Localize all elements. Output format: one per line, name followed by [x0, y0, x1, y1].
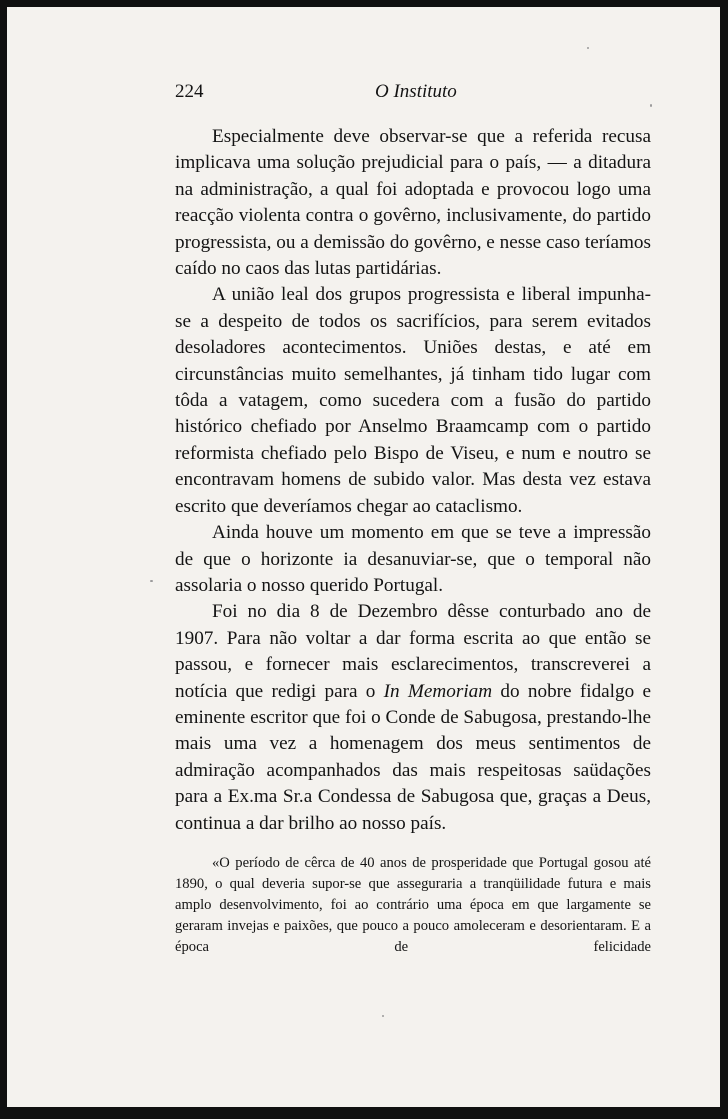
- paragraph-4: [175, 599, 651, 837]
- page-header: [175, 81, 569, 111]
- body-text: [175, 124, 651, 958]
- page-number: 224: [175, 81, 204, 102]
- paragraph-4-text-before: Foi no dia 8 de Dezembro dêsse conturbado ano de 1907. Para não voltar a dar forma escrita ao que então se passou, e fornecer mais esclarecimentos, transcreverei a notícia que redigi para o: [175, 601, 651, 702]
- paragraph-4-text-after: do nobre fidalgo e eminente escritor que foi o Conde de Sabugosa, prestando-lhe mais uma vez a homenagem dos meus sentimentos de admiração acompanhados das mais respeitosas saüdações para a Ex.ma Sr.a Condessa de Sabugosa que, graças a Deus, continua a dar brilho ao nosso país.: [175, 680, 651, 834]
- paragraph-2: A união leal dos grupos progressista e liberal impunha-se a despeito de todos os sacrifícios, para serem evitados desoladores acontecimentos. Uniões destas, e até em circunstâncias muito semelhantes, já tinham tido lugar com tôda a vatagem, como sucedera com a fusão do partido histórico chefiado por Anselmo Braamcamp com o partido reformista chefiado pelo Bispo de Viseu, e num e noutro se encontravam homens de subido valor. Mas desta vez estava escrito que deveríamos chegar ao cataclismo.: [175, 284, 651, 517]
- paragraph-3: Ainda houve um momento em que se teve a impressão de que o horizonte ia desanuviar-se, que o temporal não assolaria o nosso querido Portugal.: [175, 522, 651, 596]
- scan-speck: [150, 580, 153, 582]
- scan-speck: [382, 1015, 384, 1017]
- running-title: O Instituto: [375, 81, 457, 102]
- scan-speck: [650, 104, 652, 107]
- footnote-paragraph: «O período de cêrca de 40 anos de prosperidade que Portugal gosou até 1890, o qual deveria supor-se que asseguraria a tranqüilidade futura e mais amplo desenvolvimento, foi ao contrário uma época em que largamente se geraram invejas e paixões, que pouco a pouco amoleceram e desorientaram. E a época de felicidade: [175, 854, 651, 955]
- scan-speck: [587, 47, 589, 49]
- scanned-page: [7, 7, 720, 1107]
- in-memoriam-title: In Memoriam: [383, 680, 493, 702]
- paragraph-1: Especialmente deve observar-se que a referida recusa implicava uma solução prejudicial para o país, — a ditadura na administração, a qual foi adoptada e provocou logo uma reacção violenta contra o govêrno, inclusivamente, do partido progressista, ou a demissão do govêrno, e nesse caso teríamos caído no caos das lutas partidárias.: [175, 126, 651, 280]
- footnote-block: [175, 853, 651, 958]
